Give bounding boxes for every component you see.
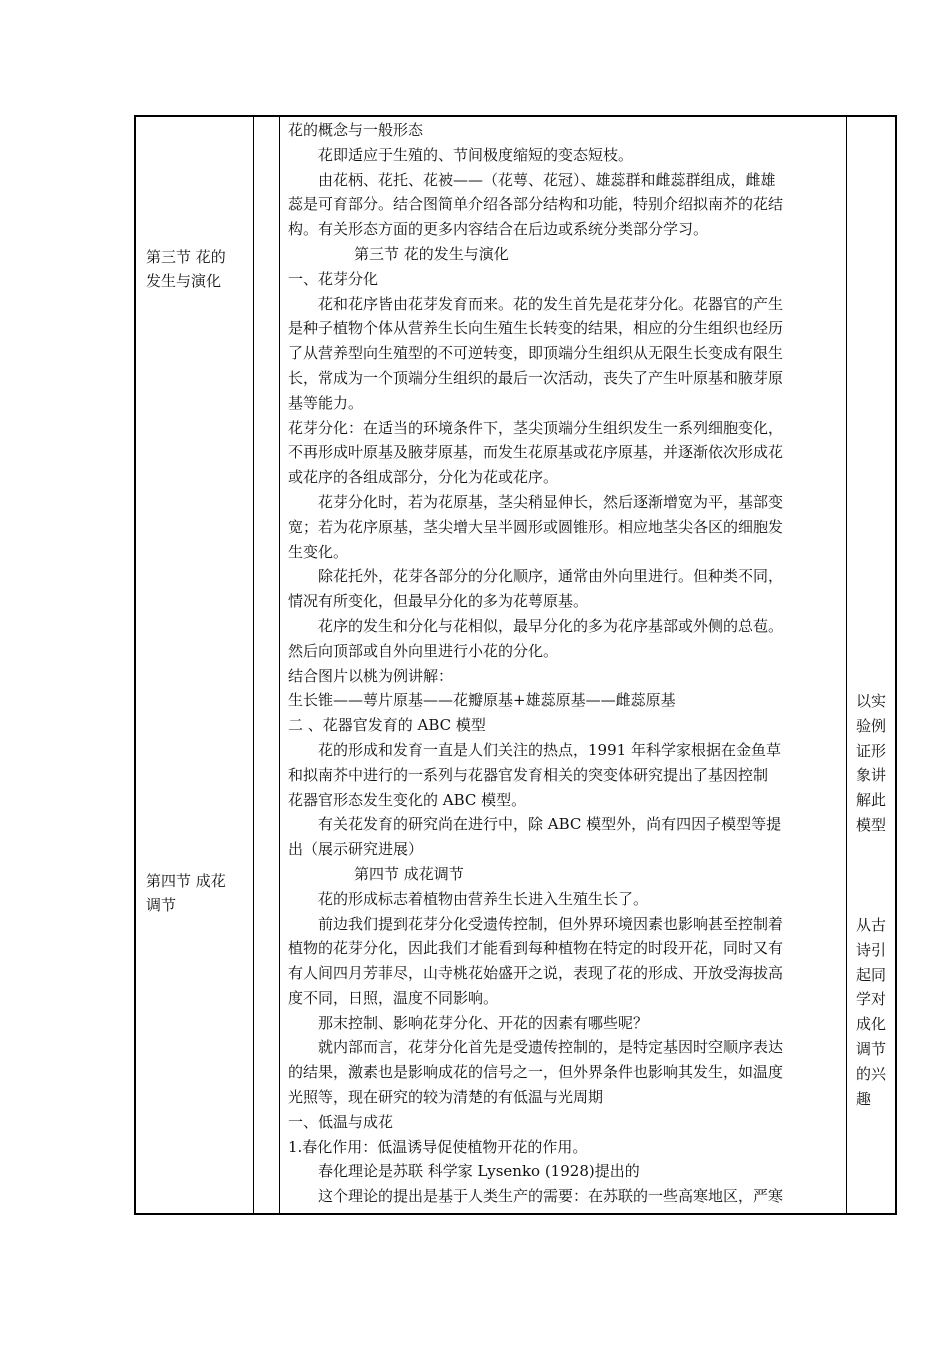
text-line: 花的概念与一般形态 xyxy=(288,121,424,139)
note-line: 象讲 xyxy=(856,766,887,785)
text-line: 生变化。 xyxy=(288,542,349,561)
text-line: 花芽分化时，若为花原基，茎尖稍显伸长，然后逐渐增宽为平，基部变 xyxy=(318,492,784,511)
teaching-note-1 xyxy=(856,689,892,838)
column-divider-3 xyxy=(846,117,847,1213)
text-line: 花器官形态发生变化的 ABC 模型。 xyxy=(288,790,527,809)
text-line: 第三节 花的发生与演化 xyxy=(354,244,509,263)
note-line: 验例 xyxy=(856,716,887,735)
text-line: 花的形成标志着植物由营养生长进入生殖生长了。 xyxy=(318,889,649,908)
text-line: 和拟南芥中进行的一系列与花器官发育相关的突变体研究提出了基因控制 xyxy=(288,765,769,784)
teaching-note-2 xyxy=(856,913,892,1111)
text-line: 是种子植物个体从营养生长向生殖生长转变的结果，相应的分生组织也经历 xyxy=(288,319,784,338)
text-line: 生长锥——萼片原基——花瓣原基+雄蕊原基——雌蕊原基 xyxy=(288,691,676,710)
column-divider-2 xyxy=(279,117,280,1213)
text-line: 花芽分化：在适当的环境条件下，茎尖顶端分生组织发生一系列细胞变化， xyxy=(288,418,784,437)
note-line: 起同 xyxy=(856,965,887,984)
text-line: 由花柄、花托、花被——（花萼、花冠）、雄蕊群和雌蕊群组成，雌雄 xyxy=(318,170,776,189)
text-line: 就内部而言，花芽分化首先是受遗传控制的，是特定基因时空顺序表达 xyxy=(318,1038,784,1057)
note-line: 趣 xyxy=(856,1089,872,1108)
section-4-label xyxy=(146,869,252,917)
text-line: 有关花发育的研究尚在进行中，除 ABC 模型外，尚有四因子模型等提 xyxy=(318,815,782,834)
text-line: 那末控制、影响花芽分化、开花的因素有哪些呢？ xyxy=(318,1013,649,1032)
note-line: 证形 xyxy=(856,741,887,760)
note-line: 调节 xyxy=(856,1039,887,1058)
note-line: 的兴 xyxy=(856,1064,887,1083)
text-line: 1.春化作用：低温诱导促使植物开花的作用。 xyxy=(288,1137,588,1156)
note-line: 诗引 xyxy=(856,940,887,959)
note-line: 学对 xyxy=(856,990,887,1009)
text-line: 度不同，日照，温度不同影响。 xyxy=(288,988,499,1007)
text-line: 或花序的各组成部分，分化为花或花序。 xyxy=(288,468,559,487)
text-line: 前边我们提到花芽分化受遗传控制，但外界环境因素也影响甚至控制着 xyxy=(318,914,784,933)
text-line: 一、花芽分化 xyxy=(288,269,379,288)
text-line: 花序的发生和分化与花相似，最早分化的多为花序基部或外侧的总苞。 xyxy=(318,616,784,635)
note-line: 从古 xyxy=(856,916,887,934)
text-line: 这个理论的提出是基于人类生产的需要：在苏联的一些高寒地区，严寒 xyxy=(318,1187,784,1206)
text-line: 花即适应于生殖的、节间极度缩短的变态短枝。 xyxy=(318,145,634,164)
text-line: 花和花序皆由花芽发育而来。花的发生首先是花芽分化。花器官的产生 xyxy=(318,294,784,313)
text-line: 光照等，现在研究的较为清楚的有低温与光周期 xyxy=(288,1088,604,1107)
lesson-content xyxy=(288,118,844,1209)
text-line: 花的形成和发育一直是人们关注的热点，1991 年科学家根据在金鱼草 xyxy=(318,740,781,759)
text-line: 有人间四月芳菲尽，山寺桃花始盛开之说，表现了花的形成、开放受海拔高 xyxy=(288,964,784,983)
text-line: 二 、花器官发育的 ABC 模型 xyxy=(288,716,486,735)
text-line: 植物的花芽分化，因此我们才能看到每种植物在特定的时段开花，同时又有 xyxy=(288,939,784,958)
text-line: 了从营养型向生殖型的不可逆转变，即顶端分生组织从无限生长变成有限生 xyxy=(288,344,784,363)
note-line: 以实 xyxy=(856,692,887,710)
text-line: 除花托外，花芽各部分的分化顺序，通常由外向里进行。但种类不同， xyxy=(318,567,784,586)
text-line: 宽；若为花序原基，茎尖增大呈半圆形或圆锥形。相应地茎尖各区的细胞发 xyxy=(288,517,784,536)
text-line: 结合图片以桃为例讲解： xyxy=(288,666,454,685)
text-line: 长，常成为一个顶端分生组织的最后一次活动，丧失了产生叶原基和腋芽原 xyxy=(288,368,784,387)
note-line: 模型 xyxy=(856,815,887,834)
section-3-label-line: 发生与演化 xyxy=(146,272,222,290)
text-line: 第四节 成花调节 xyxy=(354,864,464,883)
text-line: 出（展示研究进展） xyxy=(288,840,424,859)
section-4-label-line: 调节 xyxy=(146,896,177,914)
section-4-label-line: 第四节 成花 xyxy=(146,872,226,890)
text-line: 春化理论是苏联 科学家 Lysenko (1928)提出的 xyxy=(318,1162,640,1181)
text-line: 一、低温与成花 xyxy=(288,1112,394,1131)
text-line: 构。有关形态方面的更多内容结合在后边或系统分类部分学习。 xyxy=(288,220,709,239)
text-line: 不再形成叶原基及腋芽原基，而发生花原基或花序原基，并逐渐依次形成花 xyxy=(288,443,784,462)
column-divider-1 xyxy=(253,117,254,1213)
text-line: 情况有所变化，但最早分化的多为花萼原基。 xyxy=(288,592,589,611)
lesson-table xyxy=(134,115,897,1215)
text-line: 的结果，激素也是影响成花的信号之一，但外界条件也影响其发生，如温度 xyxy=(288,1063,784,1082)
section-3-label xyxy=(146,245,252,293)
section-3-label-line: 第三节 花的 xyxy=(146,248,226,266)
text-line: 然后向顶部或自外向里进行小花的分化。 xyxy=(288,641,559,660)
text-line: 基等能力。 xyxy=(288,393,364,412)
text-line: 蕊是可育部分。结合图简单介绍各部分结构和功能，特别介绍拟南芥的花结 xyxy=(288,195,784,214)
note-line: 解此 xyxy=(856,791,887,810)
note-line: 成化 xyxy=(856,1015,887,1034)
